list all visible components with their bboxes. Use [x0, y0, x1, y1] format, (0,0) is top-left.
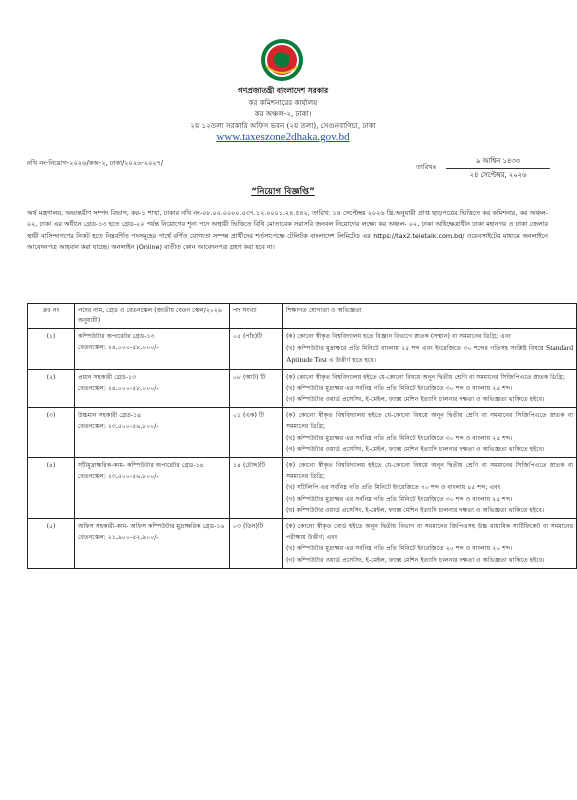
pay-scale: বেতনস্কেল: ২৪,০০০-৫৮,০০০/- — [78, 344, 159, 352]
zone-name: কর অঞ্চল-২, ঢাকা। — [254, 109, 312, 118]
row-post — [75, 519, 230, 569]
qualification-item: (ক) কোনো স্বীকৃত বিশ্ববিদ্যালয় হইতে যে-কোনো বিষয়ে অনূন দ্বিতীয় শ্রেণি বা সমমানের সিজিপিএতে স্নাতক বা সমমানের ডিগ্রি; — [286, 462, 573, 481]
qualification-item: (ক) কোনো স্বীকৃত বিশ্ববিদ্যালয় হইতে যে-কোনো বিষয়ে অনূন দ্বিতীয় শ্রেণি বা সমমানের সিজিপিএতে স্নাতক বা সমমানের ডিগ্রি; — [286, 412, 573, 431]
intro-paragraph: অর্থ মন্ত্রণালয়, অভ্যন্তরীণ সম্পদ বিভাগ, কর-১ শাখা, ঢাকার নথি নং-০৮.০০.০০০০.০৩৭.১২.০০০১.২৪.৫৪২, তারিখ: ১৪ সেপ্টেম্বর ২০২৬ খ্রি.অনুযায়ী প্রাপ্ত ছাড়পত্রের ভিত্তিতে কর কমিশনার, কর অঞ্চল- ০২, ঢাকা এর অধীনে গ্রেড-১৩ হতে গ্রেড-২০ পর্যন্ত নিয়োগের শূন্য পদে অস্থায়ী ভিত্তিতে বিধি মোতাবেক সরাসরি জনবল নিয়োগের লক্ষ্যে কর অঞ্চল- ০২, ঢাকা অধিক্ষেত্রাধীন ঢাকা মহানগর ও ঢাকা জেলার স্থায়ী বাসিন্দাগণের নিকট হতে নিম্নবর্ণিত পদসমূহের পার্শ্বে বর্ণিত যোগ্যতা সম্পন্ন প্রার্থীদের শর্তসাপেক্ষে টেলিটক বাংলাদেশ লিমিটেড এর https://tax2.teletalk.com.bd/ ওয়েবসাইটের মাধ্যমে অনলাইনে আবেদনপত্র আহবান করা যাচ্ছে। অনলাইন (Online) ব্যতীত কোন আবেদনপত্র গ্রহণ করা হবে না। — [27, 209, 548, 251]
date-label: তারিখঃ — [416, 163, 437, 171]
header-post: পদের নাম, গ্রেড ও বেতনস্কেল (জাতীয় বেতন স্কেল/২০২৬ অনুযায়ী) — [75, 304, 230, 329]
website-link[interactable]: www.taxeszone2dhaka.gov.bd — [216, 131, 350, 143]
pay-scale: বেতনস্কেল: ২৩,৫০০-৫৬,৮০০/- — [78, 423, 159, 431]
table-row — [28, 408, 577, 458]
table-row — [28, 369, 577, 408]
qualification-item: (খ) কম্পিউটার মুদ্রাক্ষর এর সর্বনিম্ন গতি প্রতি মিনিটে ইংরেজিতে ৩০ শব্দ ও বাংলায় ২৫ শব্দ। — [286, 434, 513, 442]
row-qualification — [283, 329, 577, 370]
row-post — [75, 369, 230, 408]
row-qualification — [283, 519, 577, 569]
office-address: ২য় ১২তলা সরকারি অফিস ভবন (২য় তলা), সেগুনবাগিচা, ঢাকা — [190, 121, 376, 130]
qualification-item: (ক) কোনো স্বীকৃত বিশ্ববিদ্যালয় হতে বিজ্ঞান বিভাগে স্নাতক (সম্মান) বা সমমানের ডিগ্রি; এবং — [286, 333, 511, 340]
pay-scale: বেতনস্কেল: ২৪,০০০-৫৮,০০০/- — [78, 384, 159, 392]
table-row — [28, 519, 577, 569]
row-serial: (১) — [28, 329, 75, 370]
row-post — [75, 329, 230, 370]
row-count: ০৩ (তিন)টি — [230, 519, 283, 569]
vacancy-table — [27, 303, 577, 569]
header-serial: ক্রঃ নং — [28, 304, 75, 329]
post-name: সাঁটমুদ্রাক্ষরিক-কাম- কম্পিউটার অপারেটর গ্রেড-১৪ — [78, 462, 204, 470]
qualification-item: (গ) কম্পিউটার ওয়ার্ড প্রসেসিং, ই-মেইল, ফ্যাক্স মেশিন ইত্যাদি চালনার দক্ষতা ও অভিজ্ঞতা থাকিতে হইবে। — [286, 556, 545, 564]
row-serial: (৫) — [28, 519, 75, 569]
header-qualification: শিক্ষাগত যোগ্যতা ও অভিজ্ঞতা — [283, 304, 577, 329]
date-bangla: ৯ আশ্বিন ১৪৩৩ — [446, 155, 550, 169]
table-header-row — [28, 304, 577, 329]
post-name: প্রধান সহকারী গ্রেড-১৩ — [78, 373, 137, 381]
qualification-item: (ক) কোনো স্বীকৃত বোর্ড হইতে অনূন দ্বিতীয় বিভাগ বা সমমানের জিপিএসহ উচ্চ মাধ্যমিক সার্টিফিকেট বা সমমানের পরীক্ষায় উত্তীর্ণ; এবং — [286, 523, 573, 542]
government-name: গণপ্রজাতন্ত্রী বাংলাদেশ সরকার — [237, 86, 329, 95]
pay-scale: বেতনস্কেল: ২১,৯০০-৫২,৯০০/- — [78, 534, 159, 542]
row-qualification — [283, 458, 577, 519]
qualification-item: (গ) কম্পিউটার ওয়ার্ড প্রসেসিং, ই-মেইল, ফ্যাক্স মেশিন ইত্যাদি চালনার দক্ষতা ও অভিজ্ঞতা থাকিতে হইবে। — [286, 396, 545, 404]
government-emblem-icon — [260, 38, 304, 82]
row-qualification — [283, 369, 577, 408]
office-name: কর কমিশনারের কার্যালয় — [248, 98, 318, 107]
table-row — [28, 329, 577, 370]
row-post — [75, 458, 230, 519]
post-name: কম্পিউটার অপারেটর গ্রেড-১৩ — [78, 333, 155, 340]
qualification-item: (খ) কম্পিউটার মুদ্রাক্ষর এর সর্বনিম্ন গতি প্রতি মিনিটে ইংরেজিতে ৩০ শব্দ ও বাংলায় ২৫ শব্দ। — [286, 384, 513, 392]
qualification-item: (গ) কম্পিউটার মুদ্রাক্ষর এর সর্বনিম্ন গতি প্রতি মিনিটে ইংরেজিতে ৩০ শব্দ ও বাংলায় ২৫ শব্দ। — [286, 495, 513, 503]
pay-scale: বেতনস্কেল: ২৩,৫০০-৫৬,৮০০/- — [78, 473, 159, 481]
qualification-item: (ক) কোনো স্বীকৃত বিশ্ববিদ্যালয় হইতে যে-কোনো বিষয়ে অনূন দ্বিতীয় শ্রেণি বা সমমানের সিজিপিএতে স্নাতক ডিগ্রি; — [286, 373, 565, 381]
table-row — [28, 458, 577, 519]
qualification-item: (খ) কম্পিউটার মুদ্রাক্ষর এর সর্বনিম্ন গতি প্রতি মিনিটে ইংরেজিতে ২০ শব্দ ও বাংলায় ২০ শব্দ। — [286, 545, 513, 553]
header-count: পদ সংখ্যা — [230, 304, 283, 329]
row-post — [75, 408, 230, 458]
post-name: উচ্চমান সহকারী গ্রেড-১৪ — [78, 412, 142, 420]
row-serial: (৩) — [28, 408, 75, 458]
row-qualification — [283, 408, 577, 458]
notice-title: “নিয়োগ বিজ্ঞপ্তি” — [251, 187, 315, 197]
qualification-item: (ঘ) কম্পিউটার ওয়ার্ড প্রসেসিং, ই-মেইল, ফ্যাক্স মেশিন ইত্যাদি চালনার দক্ষতা ও অভিজ্ঞতা থাকিতে হইবে। — [286, 506, 545, 514]
qualification-item: (খ) কম্পিউটার মুদ্রাক্ষরে প্রতি মিনিটে বাংলায় ২৫ শব্দ এবং ইংরেজিতে ৩০ শব্দের গতিসহ সংশ্লিষ্ট বিষয়ে Standard Aptitude Test এ উত্তীর্ণ হতে হবে। — [286, 343, 573, 365]
row-serial: (৪) — [28, 458, 75, 519]
qualification-item: (গ) কম্পিউটার ওয়ার্ড প্রসেসিং, ই-মেইল, ফ্যাক্স মেশিন ইত্যাদি চালনার দক্ষতা ও অভিজ্ঞতা থাকিতে হইবে। — [286, 445, 545, 453]
qualification-item: (খ) সাঁটলিপি এর সর্বনিম্ন গতি প্রতি মিনিটে ইংরেজিতে ৭০ শব্দ ও বাংলায় ৪৫ শব্দ; এবং — [286, 484, 501, 492]
aptitude-test-name: Standard Aptitude Test — [286, 343, 573, 365]
memo-number: নথি নং-নিয়োগ-২০২৬/কঅ-২, ঢাকা/২০২৬-২০২৭/ — [27, 159, 164, 167]
date-english: ২৪ সেপ্টেম্বর, ২০২৬ — [469, 171, 527, 179]
row-serial: (২) — [28, 369, 75, 408]
row-count: ০৫ (পাঁচ)টি — [230, 329, 283, 370]
post-name: অফিস সহকারী-কাম- অফিস কম্পিউটার মুদ্রাক্ষরিক গ্রেড-১৬ — [78, 523, 225, 531]
row-count: ০১ (এক) টি — [230, 408, 283, 458]
row-count: ০৮ (আট) টি — [230, 369, 283, 408]
row-count: ১৪ (চৌদ্দ)টি — [230, 458, 283, 519]
